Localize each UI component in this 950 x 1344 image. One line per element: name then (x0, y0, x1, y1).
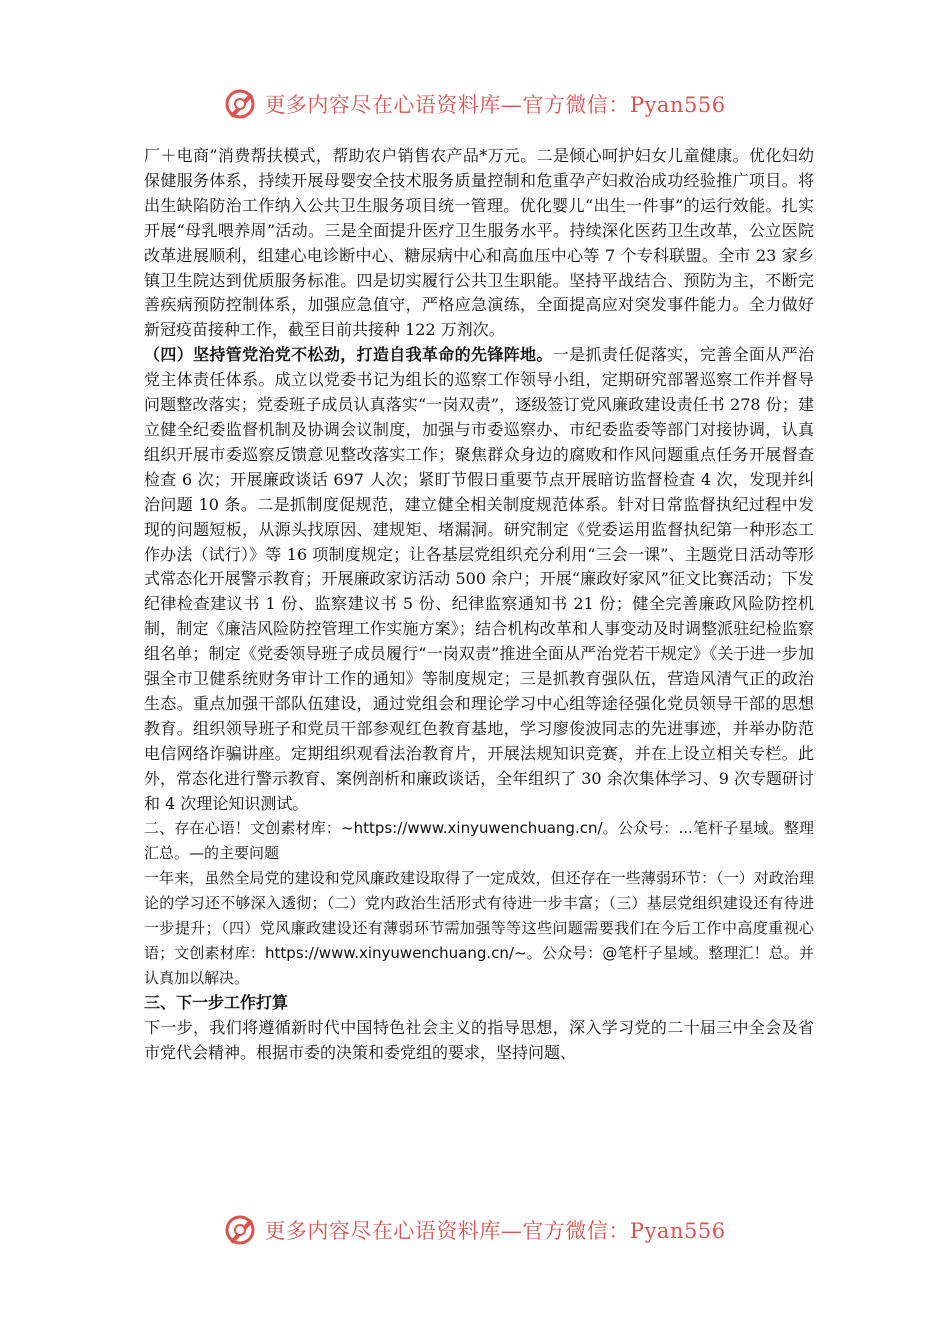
banner-text: 更多内容尽在心语资料库—官方微信：Pyan556 (264, 93, 726, 117)
section-heading-four: （四）坚持管党治党不松劲，打造自我革命的先锋阵地。 (144, 345, 553, 365)
document-body (144, 144, 814, 1066)
paragraph-next-steps: 下一步，我们将遵循新时代中国特色社会主义的指导思想，深入学习党的二十届三中全会及省市党代会精神。根据市委的决策和委党组的要求，坚持问题、 (144, 1017, 814, 1062)
paragraph-party-governance (144, 343, 814, 816)
logo-icon (224, 87, 258, 121)
footer-watermark-banner (0, 1208, 950, 1252)
logo-icon (224, 1213, 258, 1247)
header-watermark-banner (0, 82, 950, 126)
paragraph-party-governance-text: 一是抓责任促落实，完善全面从严治党主体责任体系。成立以党委书记为组长的巡察工作领导小组，定期研究部署巡察工作并督导问题整改落实；党委班子成员认真落实“一岗双责”，逐级签订党风廉政建设责任书 278 份；建立健全纪委监督机制及协调会议制度，加强与市委巡察办、市纪委监委等部门对接协调，认真组织开展市委巡察反馈意见整改落实工作；聚焦群众身边的腐败和作风问题重点任务开展督查检查 6 次；开展廉政谈话 697 人次；紧盯节假日重要节点开展暗访监督检查 4 次，发现并纠治问题 10 条。二是抓制度促规范，建立健全相关制度规范体系。针对日常监督执纪过程中发现的问题短板，从源头找原因、建规矩、堵漏洞。研究制定《党委运用监督执纪第一种形态工作办法（试行）》等 16 项制度规定；让各基层党组织充分利用“三会一课”、主题党日活动等形式常态化开展警示教育；开展廉政家访活动 500 余户；开展“廉政好家风”征文比赛活动；下发纪律检查建议书 1 份、监察建议书 5 份、纪律监察通知书 21 份；健全完善廉政风险防控机制，制定《廉洁风险防控管理工作实施方案》；结合机构改革和人事变动及时调整派驻纪检监察组名单；制定《党委领导班子成员履行“一岗双责”推进全面从严治党若干规定》《关于进一步加强全市卫健系统财务审计工作的通知》等制度规定；三是抓教育强队伍，营造风清气正的政治生态。重点加强干部队伍建设，通过党组会和理论学习中心组等途径强化党员领导干部的思想教育。组织领导班子和党员干部参观红色教育基地，学习廖俊波同志的先进事迹，并举办防范电信网络诈骗讲座。定期组织观看法治教育片，开展法规知识竞赛，并在上设立相关专栏。此外，常态化进行警示教育、案例剖析和廉政谈话，全年组织了 30 余次集体学习、9 次专题研讨和 4 次理论知识测试。 (144, 345, 814, 813)
banner-text: 更多内容尽在心语资料库—官方微信：Pyan556 (264, 1219, 726, 1243)
paragraph-problems-heading: 二、存在心语！文创素材库：~https://www.xinyuwenchuang.cn/。公众号：...笔杆子星域。整理汇总。—的主要问题 (144, 819, 814, 863)
paragraph-problems: 一年来，虽然全局党的建设和党风廉政建设取得了一定成效，但还存在一些薄弱环节：（一）对政治理论的学习还不够深入透彻；（二）党内政治生活形式有待进一步丰富；（三）基层党组织建设还有待进一步提升；（四）党风廉政建设还有薄弱环节需加强等等这些问题需要我们在今后工作中高度重视心语；文创素材库：https://www.xinyuwenchuang.cn/~。公众号：@笔杆子星域。整理汇！总。并认真加以解决。 (144, 869, 814, 987)
paragraph-health-services: 厂＋电商”消费帮扶模式，帮助农户销售农产品*万元。二是倾心呵护妇女儿童健康。优化妇幼保健服务体系，持续开展母婴安全技术服务质量控制和危重孕产妇救治成功经验推广项目。将出生缺陷防治工作纳入公共卫生服务项目统一管理。优化婴儿“出生一件事”的运行效能。扎实开展“母乳喂养周”活动。三是全面提升医疗卫生服务水平。持续深化医药卫生改革，公立医院改革进展顺利，组建心电诊断中心、糖尿病中心和高血压中心等 7 个专科联盟。全市 23 家乡镇卫生院达到优质服务标准。四是切实履行公共卫生职能。坚持平战结合、预防为主，不断完善疾病预防控制体系，加强应急值守，严格应急演练，全面提高应对突发事件能力。全力做好新冠疫苗接种工作，截至目前共接种 122 万剂次。 (144, 146, 814, 340)
section-heading-next-steps: 三、下一步工作打算 (144, 992, 289, 1012)
